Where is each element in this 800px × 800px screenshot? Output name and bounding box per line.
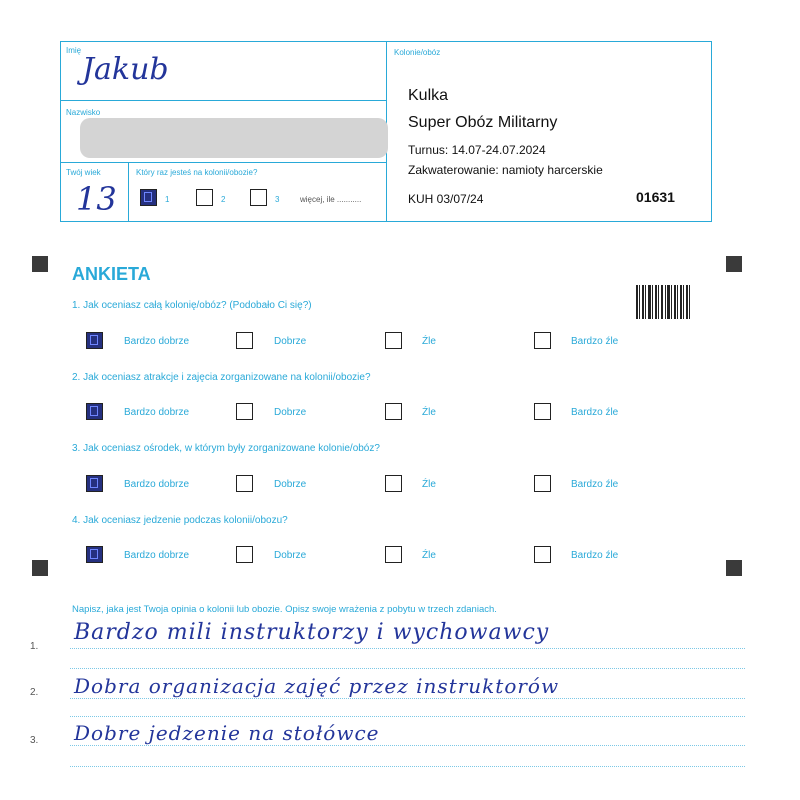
times-option-3-checkbox[interactable] xyxy=(250,189,267,206)
times-option-2-checkbox[interactable] xyxy=(196,189,213,206)
opinion-line-2-underline xyxy=(70,716,745,717)
opinion-line-1-text[interactable]: Bardzo mili instruktorzy i wychowawcy xyxy=(74,620,550,645)
q1-option-very-bad-label: Bardzo źle xyxy=(571,336,619,347)
q4-option-good-checkbox[interactable] xyxy=(236,546,253,563)
q3-option-very-bad-checkbox[interactable] xyxy=(534,475,551,492)
q3-option-very-bad-label: Bardzo źle xyxy=(571,479,619,490)
turnus: Turnus: 14.07-24.07.2024 xyxy=(408,143,546,157)
name-label: Imię xyxy=(66,46,82,55)
opinion-line-2-text[interactable]: Dobra organizacja zajęć przez instruktorów xyxy=(74,674,560,698)
q3-option-good-label: Dobrze xyxy=(274,479,307,490)
times-option-1-label: 1 xyxy=(165,195,170,204)
opinion-line-3-text[interactable]: Dobre jedzenie na stołówce xyxy=(74,721,380,745)
q4-option-very-good-label: Bardzo dobrze xyxy=(124,550,190,561)
registration-marker-br xyxy=(726,560,742,576)
q3-option-bad-checkbox[interactable] xyxy=(385,475,402,492)
registration-marker-tr xyxy=(726,256,742,272)
opinion-line-3-number: 3. xyxy=(30,735,39,746)
header-divider-age xyxy=(128,162,129,222)
q2-option-bad-checkbox[interactable] xyxy=(385,403,402,420)
surname-label: Nazwisko xyxy=(66,108,101,117)
opinion-line-2-number: 2. xyxy=(30,687,39,698)
barcode xyxy=(636,285,690,319)
times-option-1-checkbox[interactable] xyxy=(140,189,157,206)
q3-option-very-good-label: Bardzo dobrze xyxy=(124,479,190,490)
q4-option-very-bad-label: Bardzo źle xyxy=(571,550,619,561)
q1-option-good-checkbox[interactable] xyxy=(236,332,253,349)
age-value[interactable]: 13 xyxy=(76,180,117,218)
q4-option-very-good-checkbox[interactable] xyxy=(86,546,103,563)
q1-option-very-good-checkbox[interactable] xyxy=(86,332,103,349)
registration-marker-tl xyxy=(32,256,48,272)
camp-title: Super Obóz Militarny xyxy=(408,114,558,131)
opinion-line-1-rule xyxy=(70,648,745,649)
opinion-line-2-rule xyxy=(70,698,745,699)
camp-code: KUH 03/07/24 xyxy=(408,192,484,206)
q4-option-good-label: Dobrze xyxy=(274,550,307,561)
times-option-3-label: 3 xyxy=(275,195,280,204)
times-label: Który raz jesteś na kolonii/obozie? xyxy=(136,168,258,177)
q1-option-good-label: Dobrze xyxy=(274,336,307,347)
q2-option-bad-label: Źle xyxy=(422,407,436,418)
q3-option-good-checkbox[interactable] xyxy=(236,475,253,492)
accommodation: Zakwaterowanie: namioty harcerskie xyxy=(408,163,603,177)
header-divider-surname xyxy=(60,162,386,163)
q1-option-very-bad-checkbox[interactable] xyxy=(534,332,551,349)
q1-option-bad-checkbox[interactable] xyxy=(385,332,402,349)
q3-option-very-good-checkbox[interactable] xyxy=(86,475,103,492)
opinion-line-1-underline xyxy=(70,668,745,669)
q1-option-very-good-label: Bardzo dobrze xyxy=(124,336,190,347)
question-3-text: 3. Jak oceniasz ośrodek, w którym były zorganizowane kolonie/obóz? xyxy=(72,443,380,454)
name-value[interactable]: Jakub xyxy=(82,52,169,87)
q1-option-bad-label: Źle xyxy=(422,336,436,347)
opinion-line-3-underline xyxy=(70,766,745,767)
q2-option-very-good-label: Bardzo dobrze xyxy=(124,407,190,418)
q2-option-very-bad-checkbox[interactable] xyxy=(534,403,551,420)
question-1-text: 1. Jak oceniasz całą kolonię/obóz? (Podobało Ci się?) xyxy=(72,300,312,311)
q2-option-good-checkbox[interactable] xyxy=(236,403,253,420)
q3-option-bad-label: Źle xyxy=(422,479,436,490)
question-4-text: 4. Jak oceniasz jedzenie podczas kolonii/obozu? xyxy=(72,515,288,526)
opinion-prompt: Napisz, jaka jest Twoja opinia o kolonii lub obozie. Opisz swoje wrażenia z pobytu w trzech zdaniach. xyxy=(72,604,497,615)
q2-option-very-bad-label: Bardzo źle xyxy=(571,407,619,418)
camp-label: Kolonie/obóz xyxy=(394,48,441,57)
q4-option-bad-checkbox[interactable] xyxy=(385,546,402,563)
q4-option-very-bad-checkbox[interactable] xyxy=(534,546,551,563)
times-more-label: więcej, ile ........... xyxy=(300,195,362,204)
opinion-line-1-number: 1. xyxy=(30,641,39,652)
registration-marker-bl xyxy=(32,560,48,576)
age-label: Twój wiek xyxy=(66,168,101,177)
camp-name: Kulka xyxy=(408,87,449,104)
form-number: 01631 xyxy=(636,189,675,205)
opinion-line-3-rule xyxy=(70,745,745,746)
surname-redacted xyxy=(80,118,388,158)
q2-option-very-good-checkbox[interactable] xyxy=(86,403,103,420)
q2-option-good-label: Dobrze xyxy=(274,407,307,418)
times-option-2-label: 2 xyxy=(221,195,226,204)
q4-option-bad-label: Źle xyxy=(422,550,436,561)
question-2-text: 2. Jak oceniasz atrakcje i zajęcia zorganizowane na kolonii/obozie? xyxy=(72,372,371,383)
header-divider-name xyxy=(60,100,386,101)
survey-title: ANKIETA xyxy=(72,264,151,284)
